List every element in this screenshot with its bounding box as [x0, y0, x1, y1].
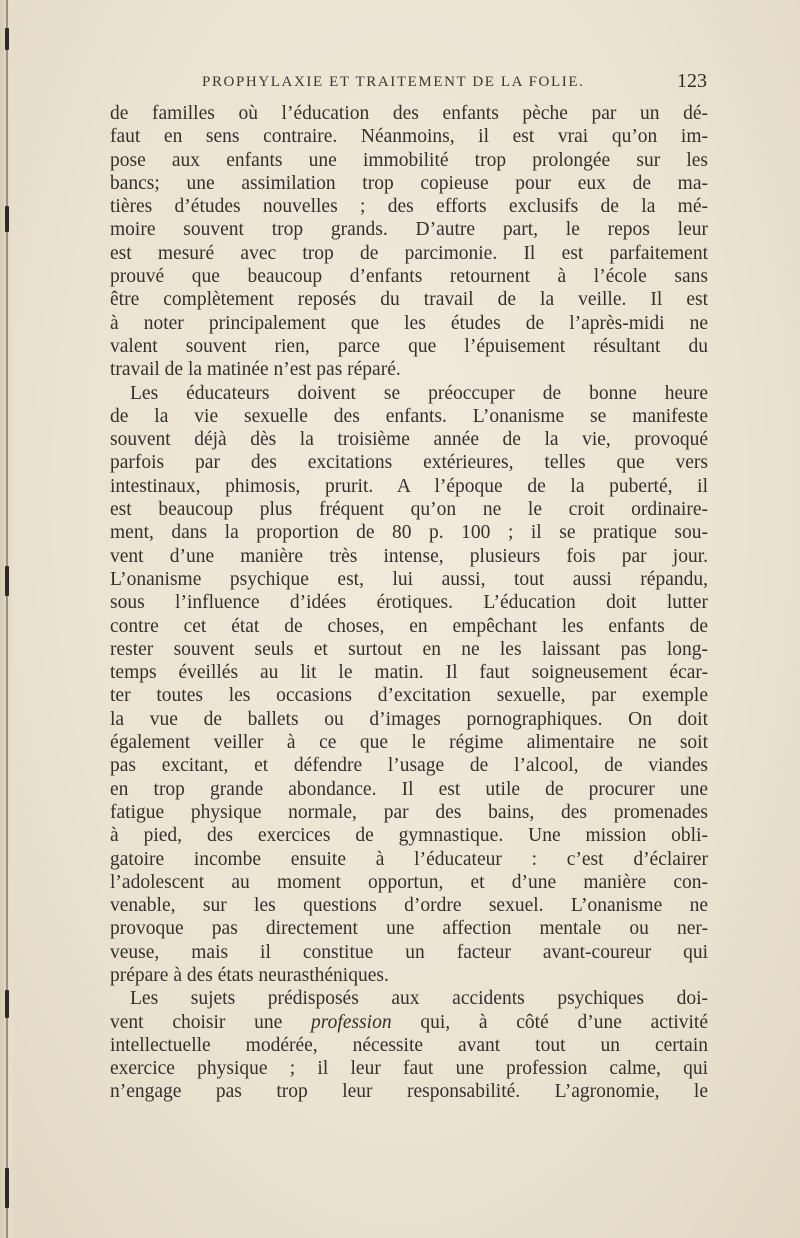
running-title: PROPHYLAXIE ET TRAITEMENT DE LA FOLIE. — [202, 74, 585, 90]
text-line: veuse, mais il constitue un facteur avant-coureur qui — [110, 941, 708, 963]
emphasis-word: profession — [311, 1011, 392, 1033]
text-line: pas excitant, et défendre l’usage de l’alcool, de viandes — [110, 755, 708, 777]
text-line: gatoire incombe ensuite à l’éducateur : c’est d’éclairer — [110, 848, 708, 870]
text-line: contre cet état de choses, en empêchant les enfants de — [110, 615, 708, 637]
text-line: prépare à des états neurasthéniques. — [110, 964, 389, 986]
text-line: à noter principalement que les études de l’après-midi ne — [110, 312, 708, 334]
text-line: de la vie sexuelle des enfants. L’onanisme se manifeste — [110, 405, 708, 427]
text-line: travail de la matinée n’est pas réparé. — [110, 359, 401, 381]
text-line: n’engage pas trop leur responsabilité. L’agronomie, le — [110, 1081, 708, 1103]
binding-mark — [5, 990, 9, 1018]
text-line: souvent déjà dès la troisième année de la vie, provoqué — [110, 429, 708, 451]
binding-mark — [5, 566, 9, 596]
page-header — [120, 72, 715, 98]
text-line: à pied, des exercices de gymnastique. Une mission obli- — [110, 825, 708, 847]
text-line: vent d’une manière très intense, plusieurs fois par jour. — [110, 545, 708, 567]
text-line: ter toutes les occasions d’excitation sexuelle, par exemple — [110, 685, 708, 707]
text-line: est mesuré avec trop de parcimonie. Il est parfaitement — [110, 242, 708, 264]
binding-mark — [5, 28, 9, 50]
text-line: venable, sur les questions d’ordre sexuel. L’onanisme ne — [110, 895, 708, 917]
page-number: 123 — [677, 70, 707, 92]
text-line: en trop grande abondance. Il est utile de procurer une — [110, 778, 708, 800]
text-line: valent souvent rien, parce que l’épuisement résultant du — [110, 335, 708, 357]
text-line: moire souvent trop grands. D’autre part, le repos leur — [110, 219, 708, 241]
text-line: intestinaux, phimosis, prurit. A l’époque de la puberté, il — [110, 475, 708, 497]
text-line: fatigue physique normale, par des bains, des promenades — [110, 801, 708, 823]
text-line: temps éveillés au lit le matin. Il faut soigneusement écar- — [110, 662, 708, 684]
text-line: également veiller à ce que le régime alimentaire ne soit — [110, 732, 708, 754]
text-line: provoque pas directement une affection mentale ou ner- — [110, 918, 708, 940]
text-line: pose aux enfants une immobilité trop prolongée sur les — [110, 149, 708, 171]
binding-edge — [6, 0, 8, 1238]
text-line-with-emphasis — [110, 1011, 708, 1034]
text-line: la vue de ballets ou d’images pornographiques. On doit — [110, 708, 708, 730]
text-line: l’adolescent au moment opportun, et d’une manière con- — [110, 871, 708, 893]
text-line: exercice physique ; il leur faut une profession calme, qui — [110, 1058, 708, 1080]
text-line: parfois par des excitations extérieures, telles que vers — [110, 452, 708, 474]
text-line: prouvé que beaucoup d’enfants retournent à l’école sans — [110, 266, 708, 288]
text-line: ment, dans la proportion de 80 p. 100 ; il se pratique sou- — [110, 522, 708, 544]
binding-mark — [5, 206, 9, 232]
text-line: bancs; une assimilation trop copieuse pour eux de ma- — [110, 172, 708, 194]
text-line: Les éducateurs doivent se préoccuper de bonne heure — [130, 382, 708, 404]
text-line: de familles où l’éducation des enfants pèche par un dé- — [110, 103, 708, 124]
text-line: sous l’influence d’idées érotiques. L’éducation doit lutter — [110, 592, 708, 614]
text-line: Les sujets prédisposés aux accidents psychiques doi- — [130, 988, 708, 1010]
body-text — [110, 102, 708, 1104]
text-line: être complètement reposés du travail de la veille. Il est — [110, 289, 708, 311]
text-line: tières d’études nouvelles ; des efforts exclusifs de la mé- — [110, 196, 708, 218]
text-line: faut en sens contraire. Néanmoins, il est vrai qu’on im- — [110, 126, 708, 148]
text-line: rester souvent seuls et surtout en ne les laissant pas long- — [110, 638, 708, 660]
binding-mark — [5, 1168, 9, 1208]
text-line: est beaucoup plus fréquent qu’on ne le croit ordinaire- — [110, 499, 708, 521]
text-run: vent choisir une — [110, 1011, 312, 1033]
text-line: L’onanisme psychique est, lui aussi, tout aussi répandu, — [110, 568, 708, 590]
text-run: qui, à côté d’une activité — [391, 1011, 708, 1033]
text-line: intellectuelle modérée, nécessite avant tout un certain — [110, 1034, 708, 1056]
